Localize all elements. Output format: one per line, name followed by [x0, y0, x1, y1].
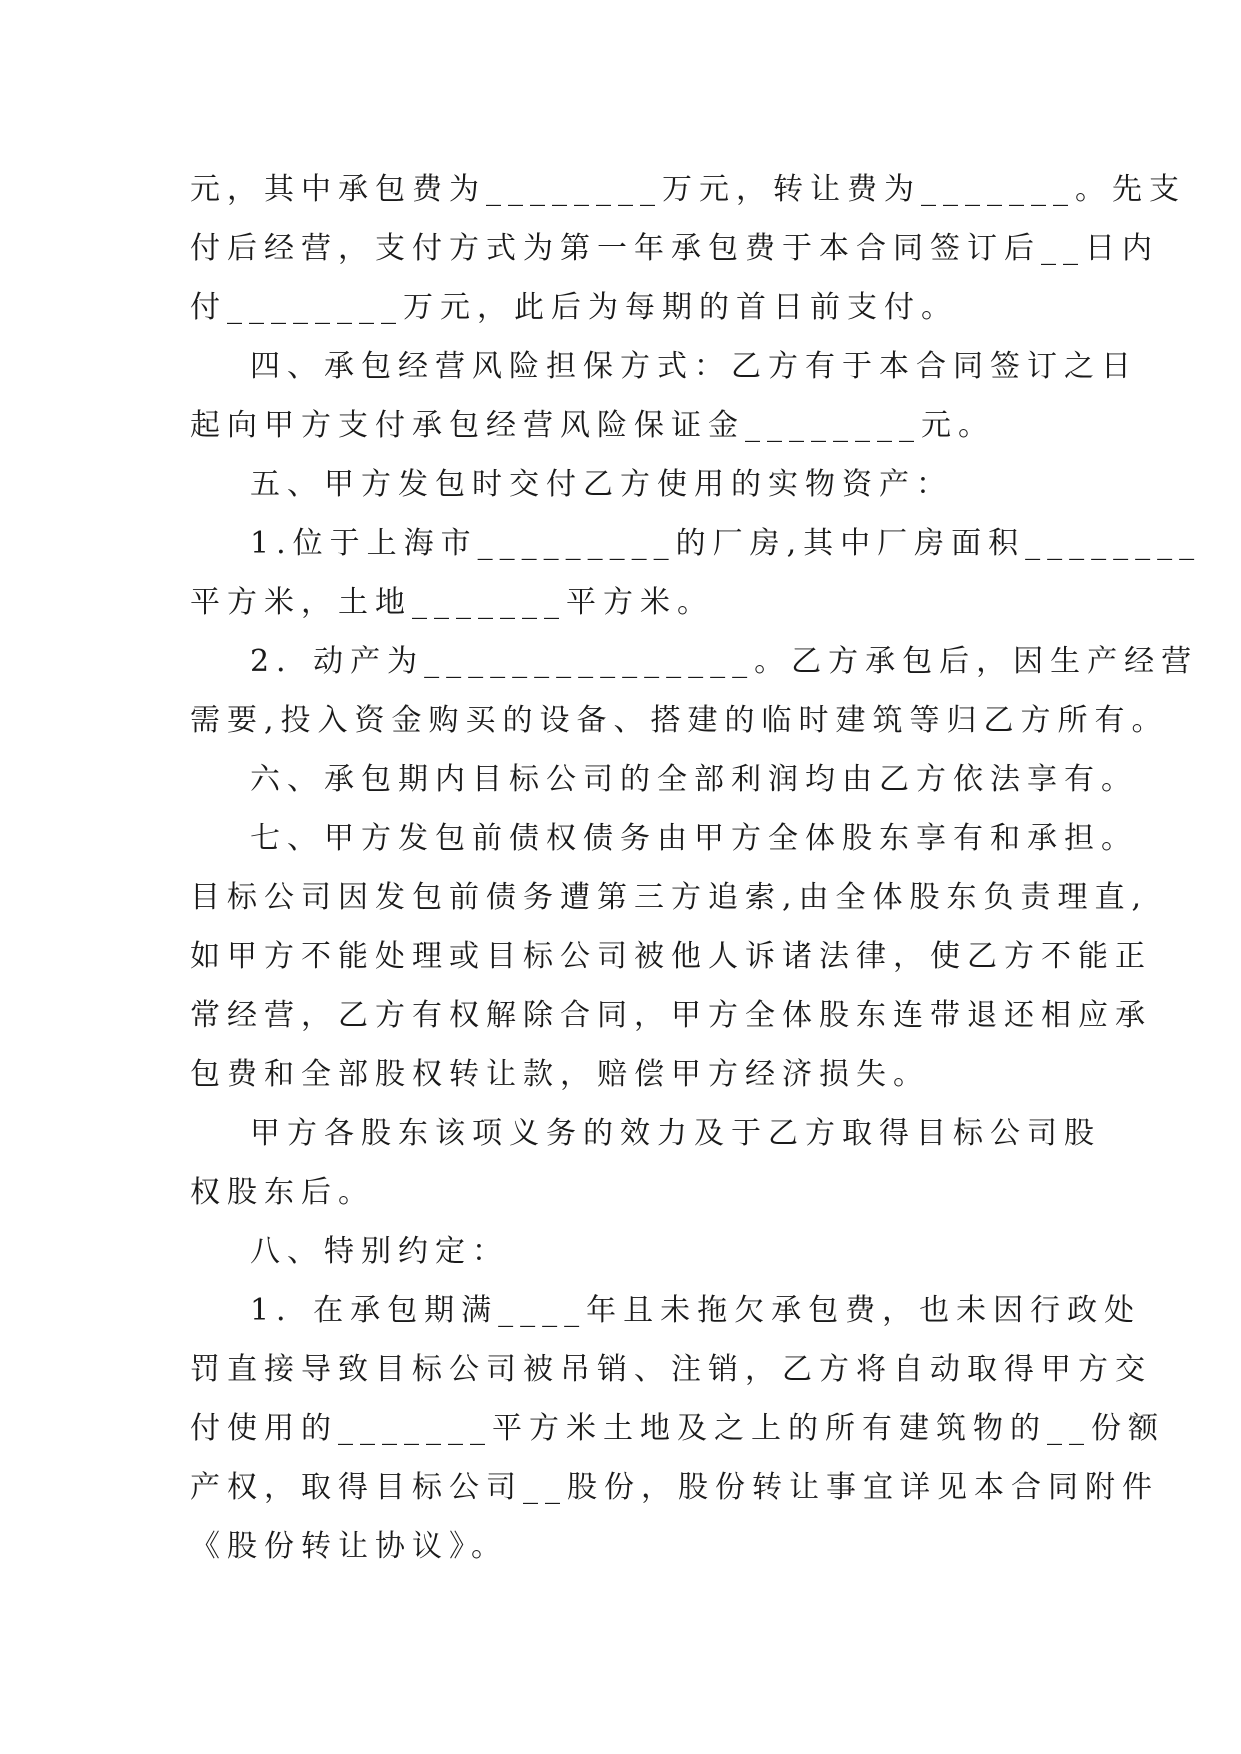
- clause-four-line: 四、承包经营风险担保方式：乙方有于本合同签订之日: [250, 349, 1138, 384]
- text-line: 需要,投入资金购买的设备、搭建的临时建筑等归乙方所有。: [190, 703, 1169, 738]
- text-line: 元，其中承包费为________万元，转让费为_______。先支: [190, 172, 1186, 207]
- clause-eight-item-1: 1．在承包期满____年且未拖欠承包费，也未因行政处: [250, 1293, 1142, 1328]
- text-line: 平方米，土地_______平方米。: [190, 585, 714, 620]
- contract-body: [190, 160, 1202, 1576]
- text-line: 产权，取得目标公司__股份，股份转让事宜详见本合同附件: [190, 1470, 1159, 1505]
- text-line: 包费和全部股权转让款，赔偿甲方经济损失。: [190, 1057, 930, 1092]
- text-line: 《股份转让协议》。: [190, 1529, 508, 1564]
- text-line: 如甲方不能处理或目标公司被他人诉诸法律，使乙方不能正: [190, 939, 1152, 974]
- clause-five-item-2: 2．动产为_______________。乙方承包后，因生产经营: [250, 644, 1199, 679]
- clause-five-item-1: 1.位于上海市_________的厂房,其中厂房面积________: [250, 526, 1202, 561]
- text-line: 付使用的_______平方米土地及之上的所有建筑物的__份额: [190, 1411, 1165, 1446]
- text-line: 罚直接导致目标公司被吊销、注销，乙方将自动取得甲方交: [190, 1352, 1152, 1387]
- clause-eight-heading: 八、特别约定：: [250, 1234, 509, 1269]
- clause-seven-line: 七、甲方发包前债权债务由甲方全体股东享有和承担。: [250, 821, 1138, 856]
- text-line: 付后经营，支付方式为第一年承包费于本合同签订后__日内: [190, 231, 1159, 266]
- clause-six-line: 六、承包期内目标公司的全部利润均由乙方依法享有。: [250, 762, 1138, 797]
- text-line: 权股东后。: [190, 1175, 375, 1210]
- text-line: 起向甲方支付承包经营风险保证金________元。: [190, 408, 995, 443]
- text-line: 常经营，乙方有权解除合同，甲方全体股东连带退还相应承: [190, 998, 1152, 1033]
- text-line: 付________万元，此后为每期的首日前支付。: [190, 290, 958, 325]
- shareholder-obligation-line: 甲方各股东该项义务的效力及于乙方取得目标公司股: [250, 1116, 1101, 1151]
- clause-five-heading: 五、甲方发包时交付乙方使用的实物资产：: [250, 467, 953, 502]
- text-line: 目标公司因发包前债务遭第三方追索,由全体股东负责理直,: [190, 880, 1149, 915]
